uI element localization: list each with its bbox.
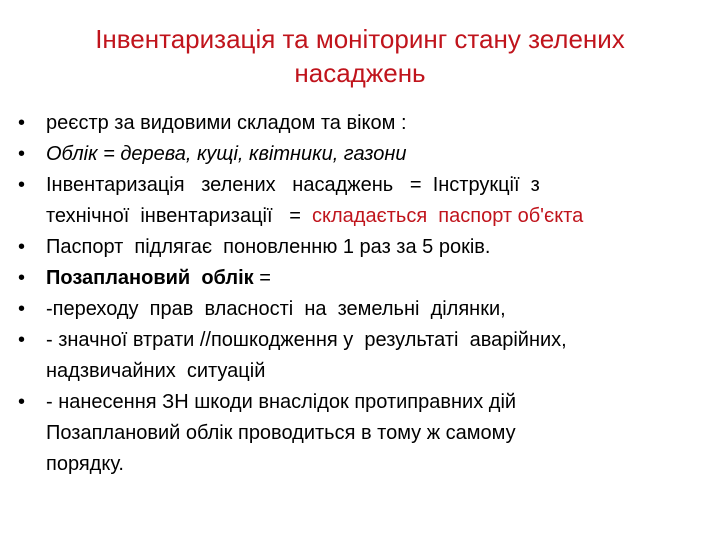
bullet-icon: • xyxy=(18,329,26,351)
slide-title xyxy=(40,22,680,90)
bullet-item-inventory xyxy=(18,170,708,232)
title-line-2: насаджень xyxy=(294,58,426,88)
bullet-text-line-2: надзвичайних ситуацій xyxy=(46,360,266,382)
bullet-icon: • xyxy=(18,267,26,289)
bullet-text: -переходу прав власності на земельні ділянки, xyxy=(46,298,506,320)
bullet-icon: • xyxy=(18,143,26,165)
bullet-text-line-1: Інвентаризація зелених насаджень = Інструкції з xyxy=(46,174,540,196)
bullet-item-passport xyxy=(18,232,708,263)
bullet-text-bold: Позаплановий облік xyxy=(46,267,254,289)
bullet-text: = xyxy=(253,267,271,289)
bullet-text-line-2 xyxy=(46,201,708,232)
bullet-icon: • xyxy=(18,298,26,320)
bullet-text-highlight: складається паспорт об'єкта xyxy=(312,205,584,227)
bullet-icon: • xyxy=(18,236,26,258)
bullet-item-damage xyxy=(18,325,708,387)
bullet-text: Паспорт підлягає поновленню 1 раз за 5 років. xyxy=(46,236,491,258)
bullet-item-accounting xyxy=(18,139,708,170)
bullet-text-line-3: порядку. xyxy=(46,453,124,475)
bullet-text: Облік = дерева, кущі, квітники, газони xyxy=(46,143,407,165)
bullet-text-line-1: - значної втрати //пошкодження у результаті аварійних, xyxy=(46,329,567,351)
bullet-text-line-1: - нанесення ЗН шкоди внаслідок протиправних дій xyxy=(46,391,517,413)
bullet-text-plain: технічної інвентаризації = xyxy=(46,205,312,227)
bullet-text-line-2: Позаплановий облік проводиться в тому ж самому xyxy=(46,422,516,444)
bullet-icon: • xyxy=(18,174,26,196)
bullet-item-unscheduled xyxy=(18,263,708,294)
bullet-item-ownership xyxy=(18,294,708,325)
title-line-1: Інвентаризація та моніторинг стану зелених xyxy=(95,24,625,54)
bullet-text: реєстр за видовими складом та віком : xyxy=(46,112,407,134)
bullet-item-registry xyxy=(18,108,708,139)
bullet-list xyxy=(18,108,708,480)
bullet-icon: • xyxy=(18,112,26,134)
bullet-item-harm xyxy=(18,387,708,480)
bullet-icon: • xyxy=(18,391,26,413)
